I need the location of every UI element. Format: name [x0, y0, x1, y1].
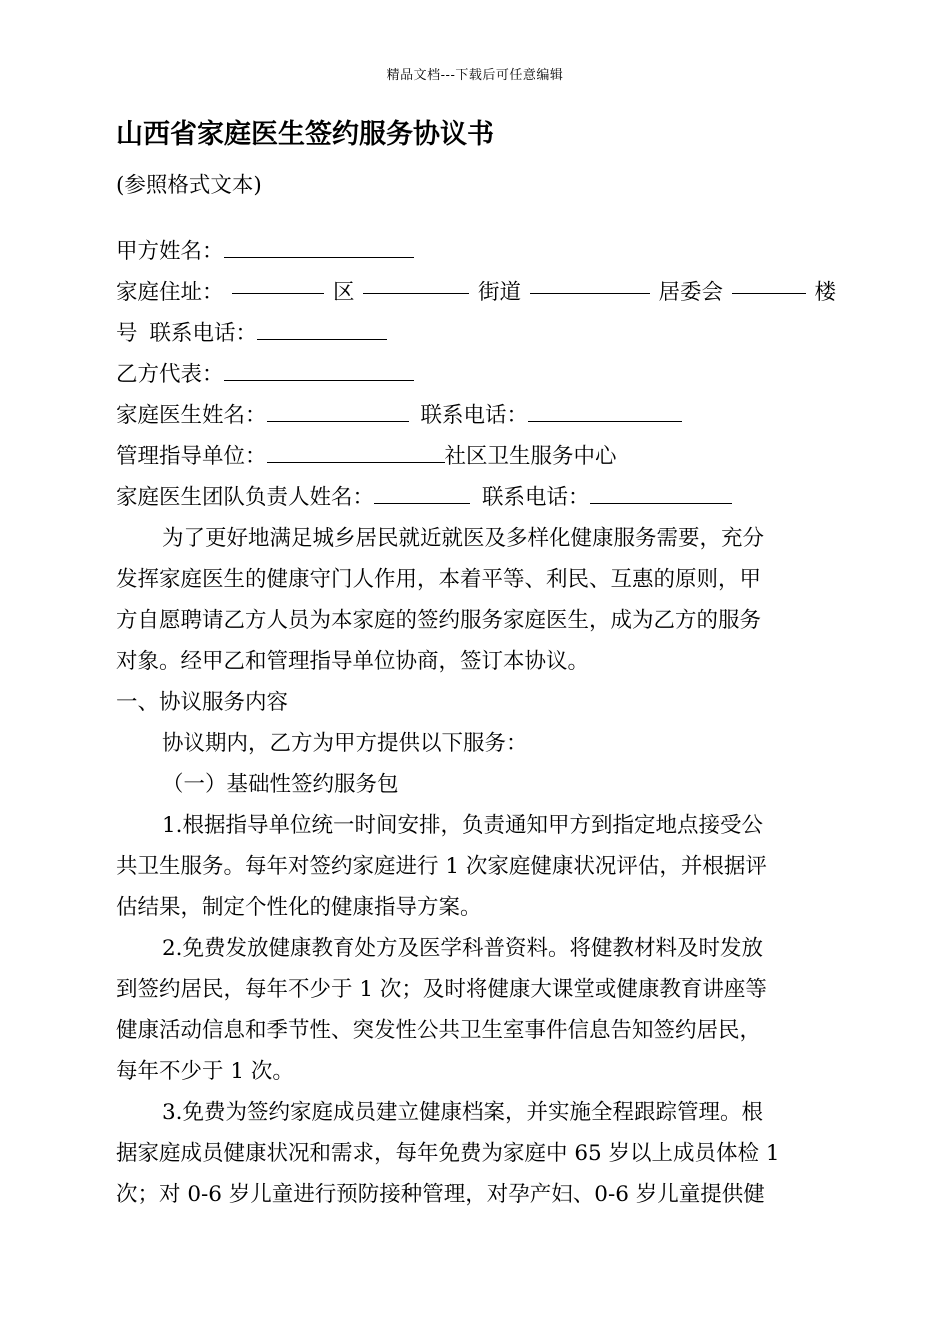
contact-phone-blank [257, 319, 387, 340]
doctor-phone-blank [528, 401, 682, 422]
mgmt-unit-blank [267, 442, 445, 463]
body-line: 协议期内，乙方为甲方提供以下服务： [162, 731, 528, 756]
body-line: 3.免费为签约家庭成员建立健康档案，并实施全程跟踪管理。根 [162, 1100, 764, 1125]
mgmt-unit-row [116, 437, 836, 477]
subsection-heading: （一）基础性签约服务包 [162, 772, 399, 797]
body-line: 到签约居民，每年不少于 1 次；及时将健康大课堂或健康教育讲座等 [116, 977, 767, 1002]
page-title: 山西省家庭医生签约服务协议书 [116, 119, 494, 150]
body-line: 每年不少于 1 次。 [116, 1059, 294, 1084]
address-row [116, 273, 836, 313]
street-blank [363, 273, 469, 294]
number-label: 号 [116, 321, 138, 346]
contact-phone-label: 联系电话： [149, 321, 258, 346]
team-leader-label: 家庭医生团队负责人姓名： [116, 485, 375, 510]
team-phone-label: 联系电话： [482, 485, 590, 510]
body-line: 1.根据指导单位统一时间安排，负责通知甲方到指定地点接受公 [162, 813, 764, 838]
party-a-row [116, 232, 836, 272]
number-phone-row [116, 314, 836, 354]
committee-blank [530, 273, 650, 294]
body-line: 共卫生服务。每年对签约家庭进行 1 次家庭健康状况评估，并根据评 [116, 854, 767, 879]
street-label: 街道 [477, 280, 521, 305]
subtitle: (参照格式文本) [116, 173, 262, 198]
body-line: 对象。经甲乙和管理指导单位协商，签订本协议。 [116, 649, 590, 674]
address-label: 家庭住址： [116, 280, 224, 305]
party-a-blank [224, 237, 414, 258]
body-line: 次；对 0-6 岁儿童进行预防接种管理，对孕产妇、0-6 岁儿童提供健 [116, 1182, 765, 1207]
team-leader-row [116, 478, 836, 518]
doctor-name-blank [267, 401, 409, 422]
section-heading: 一、协议服务内容 [116, 690, 289, 715]
doctor-row [116, 396, 836, 436]
body-line: 为了更好地满足城乡居民就近就医及多样化健康服务需要，充分 [162, 526, 765, 551]
body-line: 2.免费发放健康教育处方及医学科普资料。将健教材料及时发放 [162, 936, 764, 961]
body-line: 方自愿聘请乙方人员为本家庭的签约服务家庭医生，成为乙方的服务 [116, 608, 762, 633]
body-line: 据家庭成员健康状况和需求，每年免费为家庭中 65 岁以上成员体检 1 [116, 1141, 780, 1166]
party-b-row [116, 355, 836, 395]
doctor-name-label: 家庭医生姓名： [116, 403, 267, 428]
party-a-label: 甲方姓名： [116, 239, 224, 264]
team-phone-blank [590, 483, 732, 504]
body-line: 发挥家庭医生的健康守门人作用，本着平等、利民、互惠的原则，甲 [116, 567, 762, 592]
page-header: 精品文档---下载后可任意编辑 [386, 68, 564, 83]
building-label: 楼 [814, 280, 836, 305]
committee-label: 居委会 [658, 280, 723, 305]
community-center-label: 社区卫生服务中心 [444, 444, 617, 469]
doctor-phone-label: 联系电话： [420, 403, 529, 428]
building-blank [732, 273, 806, 294]
party-b-label: 乙方代表： [116, 362, 224, 387]
body-line: 估结果，制定个性化的健康指导方案。 [116, 895, 482, 920]
body-line: 健康活动信息和季节性、突发性公共卫生室事件信息告知签约居民， [116, 1018, 762, 1043]
district-blank [232, 273, 324, 294]
mgmt-unit-label: 管理指导单位： [116, 444, 267, 469]
team-leader-blank [374, 483, 470, 504]
party-b-blank [224, 360, 414, 381]
district-label: 区 [332, 280, 355, 305]
